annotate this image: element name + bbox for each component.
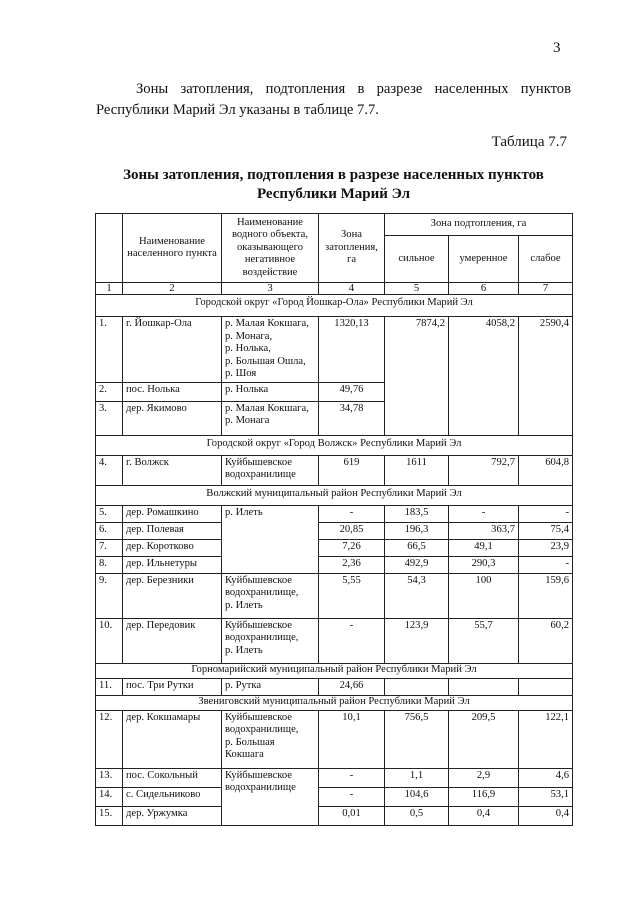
settlement-cell: дер. Коротково [123, 539, 222, 556]
flood-cell: 7,26 [319, 539, 385, 556]
table-title-line-2: Республики Марий Эл [256, 186, 411, 202]
weak-cell: - [519, 505, 573, 522]
settlement-cell: пос. Сокольный [123, 768, 222, 787]
settlement-cell: дер. Ромашкино [123, 505, 222, 522]
intro-line-1: Зоны затопления, подтопления в разрезе населенных пунктов [136, 81, 571, 97]
header-flood-zone: Зона затопления, га [319, 214, 385, 283]
row-number: 11. [96, 678, 123, 695]
flood-cell: 10,1 [319, 710, 385, 768]
header-underflood-zone: Зона подтопления, га [385, 214, 573, 236]
strong-cell: 66,5 [385, 539, 449, 556]
settlement-cell: с. Сидельниково [123, 787, 222, 806]
water-object-cell: Куйбышевское водохранилище, р. Илеть [222, 573, 319, 618]
flood-cell: 24,66 [319, 678, 385, 695]
row-number: 7. [96, 539, 123, 556]
strong-cell: 123,9 [385, 618, 449, 663]
moderate-cell [449, 678, 519, 695]
strong-cell: 756,5 [385, 710, 449, 768]
strong-cell: 54,3 [385, 573, 449, 618]
intro-line-2: Республики Марий Эл указаны в таблице 7.7. [96, 102, 379, 118]
row-number: 13. [96, 768, 123, 787]
strong-cell: 1,1 [385, 768, 449, 787]
header-weak: слабое [519, 236, 573, 283]
moderate-cell: 49,1 [449, 539, 519, 556]
strong-cell [385, 678, 449, 695]
table-reference: Таблица 7.7 [491, 134, 567, 150]
col-number: 3 [222, 283, 319, 295]
row-number: 3. [96, 401, 123, 435]
column-numbers-row [96, 283, 573, 295]
water-object-cell: р. Нолька [222, 382, 319, 401]
row-number: 12. [96, 710, 123, 768]
table-row [96, 522, 573, 539]
col-number: 5 [385, 283, 449, 295]
section-header: Волжский муниципальный район Республики Марий Эл [96, 485, 573, 505]
water-object-cell: р. Малая Кокшага, р. Монага [222, 401, 319, 435]
section-header: Городской округ «Город Волжск» Республики Марий Эл [96, 435, 573, 455]
row-number: 4. [96, 455, 123, 485]
table-row [96, 618, 573, 663]
weak-cell: 75,4 [519, 522, 573, 539]
weak-cell [519, 678, 573, 695]
strong-cell: 104,6 [385, 787, 449, 806]
table-title [96, 166, 571, 204]
weak-cell: - [519, 556, 573, 573]
weak-cell: 2590,4 [519, 317, 573, 436]
moderate-cell: 792,7 [449, 455, 519, 485]
moderate-cell: 55,7 [449, 618, 519, 663]
moderate-cell: 100 [449, 573, 519, 618]
flood-cell: 2,36 [319, 556, 385, 573]
flood-cell: 20,85 [319, 522, 385, 539]
flood-cell: 619 [319, 455, 385, 485]
flood-cell: - [319, 618, 385, 663]
moderate-cell: - [449, 505, 519, 522]
settlement-cell: дер. Полевая [123, 522, 222, 539]
row-number: 6. [96, 522, 123, 539]
settlement-cell: г. Йошкар-Ола [123, 317, 222, 383]
row-number: 10. [96, 618, 123, 663]
flood-cell: 34,78 [319, 401, 385, 435]
table-row [96, 539, 573, 556]
flood-cell: - [319, 505, 385, 522]
weak-cell: 60,2 [519, 618, 573, 663]
flood-cell: 1320,13 [319, 317, 385, 383]
water-object-cell: Куйбышевское водохранилище, р. Илеть [222, 618, 319, 663]
header-water-object: Наименование водного объекта, оказывающего негативное воздействие [222, 214, 319, 283]
row-number: 9. [96, 573, 123, 618]
settlement-cell: пос. Нолька [123, 382, 222, 401]
table-row [96, 573, 573, 618]
weak-cell: 122,1 [519, 710, 573, 768]
flood-cell: 49,76 [319, 382, 385, 401]
row-number: 2. [96, 382, 123, 401]
header-settlement: Наименование населенного пункта [123, 214, 222, 283]
header-strong: сильное [385, 236, 449, 283]
table-row [96, 806, 573, 825]
water-object-cell: Куйбышевское водохранилище [222, 768, 319, 825]
table-row [96, 768, 573, 787]
intro-paragraph [96, 79, 571, 121]
flood-zones-table [95, 213, 573, 826]
flood-cell: 0,01 [319, 806, 385, 825]
settlement-cell: дер. Ильнетуры [123, 556, 222, 573]
water-object-cell: р. Рутка [222, 678, 319, 695]
strong-cell: 196,3 [385, 522, 449, 539]
water-object-cell: р. Илеть [222, 505, 319, 573]
weak-cell: 23,9 [519, 539, 573, 556]
col-number: 4 [319, 283, 385, 295]
settlement-cell: г. Волжск [123, 455, 222, 485]
flood-cell: 5,55 [319, 573, 385, 618]
settlement-cell: дер. Якимово [123, 401, 222, 435]
page-number: 3 [553, 40, 561, 56]
header-moderate: умеренное [449, 236, 519, 283]
settlement-cell: пос. Три Рутки [123, 678, 222, 695]
moderate-cell: 2,9 [449, 768, 519, 787]
settlement-cell: дер. Передовик [123, 618, 222, 663]
table-row [96, 678, 573, 695]
moderate-cell: 209,5 [449, 710, 519, 768]
weak-cell: 53,1 [519, 787, 573, 806]
table-row [96, 455, 573, 485]
row-number: 8. [96, 556, 123, 573]
settlement-cell: дер. Кокшамары [123, 710, 222, 768]
weak-cell: 4,6 [519, 768, 573, 787]
strong-cell: 7874,2 [385, 317, 449, 436]
moderate-cell: 363,7 [449, 522, 519, 539]
water-object-cell: Куйбышевское водохранилище [222, 455, 319, 485]
moderate-cell: 290,3 [449, 556, 519, 573]
settlement-cell: дер. Березники [123, 573, 222, 618]
section-header: Звениговский муниципальный район Республики Марий Эл [96, 695, 573, 710]
row-number: 14. [96, 787, 123, 806]
flood-cell: - [319, 787, 385, 806]
strong-cell: 492,9 [385, 556, 449, 573]
moderate-cell: 116,9 [449, 787, 519, 806]
weak-cell: 0,4 [519, 806, 573, 825]
table-row [96, 317, 573, 383]
table-row [96, 710, 573, 768]
row-number: 15. [96, 806, 123, 825]
moderate-cell: 4058,2 [449, 317, 519, 436]
header-number [96, 214, 123, 283]
row-number: 5. [96, 505, 123, 522]
section-header: Городской округ «Город Йошкар-Ола» Республики Марий Эл [96, 295, 573, 317]
col-number: 7 [519, 283, 573, 295]
table-row [96, 505, 573, 522]
flood-cell: - [319, 768, 385, 787]
settlement-cell: дер. Уржумка [123, 806, 222, 825]
table-row [96, 556, 573, 573]
water-object-cell: Куйбышевское водохранилище, р. Большая Кокшага [222, 710, 319, 768]
section-header: Горномарийский муниципальный район Республики Марий Эл [96, 663, 573, 678]
moderate-cell: 0,4 [449, 806, 519, 825]
table-title-line-1: Зоны затопления, подтопления в разрезе населенных пунктов [123, 167, 544, 183]
col-number: 1 [96, 283, 123, 295]
weak-cell: 159,6 [519, 573, 573, 618]
col-number: 6 [449, 283, 519, 295]
row-number: 1. [96, 317, 123, 383]
weak-cell: 604,8 [519, 455, 573, 485]
strong-cell: 183,5 [385, 505, 449, 522]
strong-cell: 1611 [385, 455, 449, 485]
col-number: 2 [123, 283, 222, 295]
water-object-cell: р. Малая Кокшага, р. Монага, р. Нолька, р. Большая Ошла, р. Шоя [222, 317, 319, 383]
strong-cell: 0,5 [385, 806, 449, 825]
table-row [96, 787, 573, 806]
